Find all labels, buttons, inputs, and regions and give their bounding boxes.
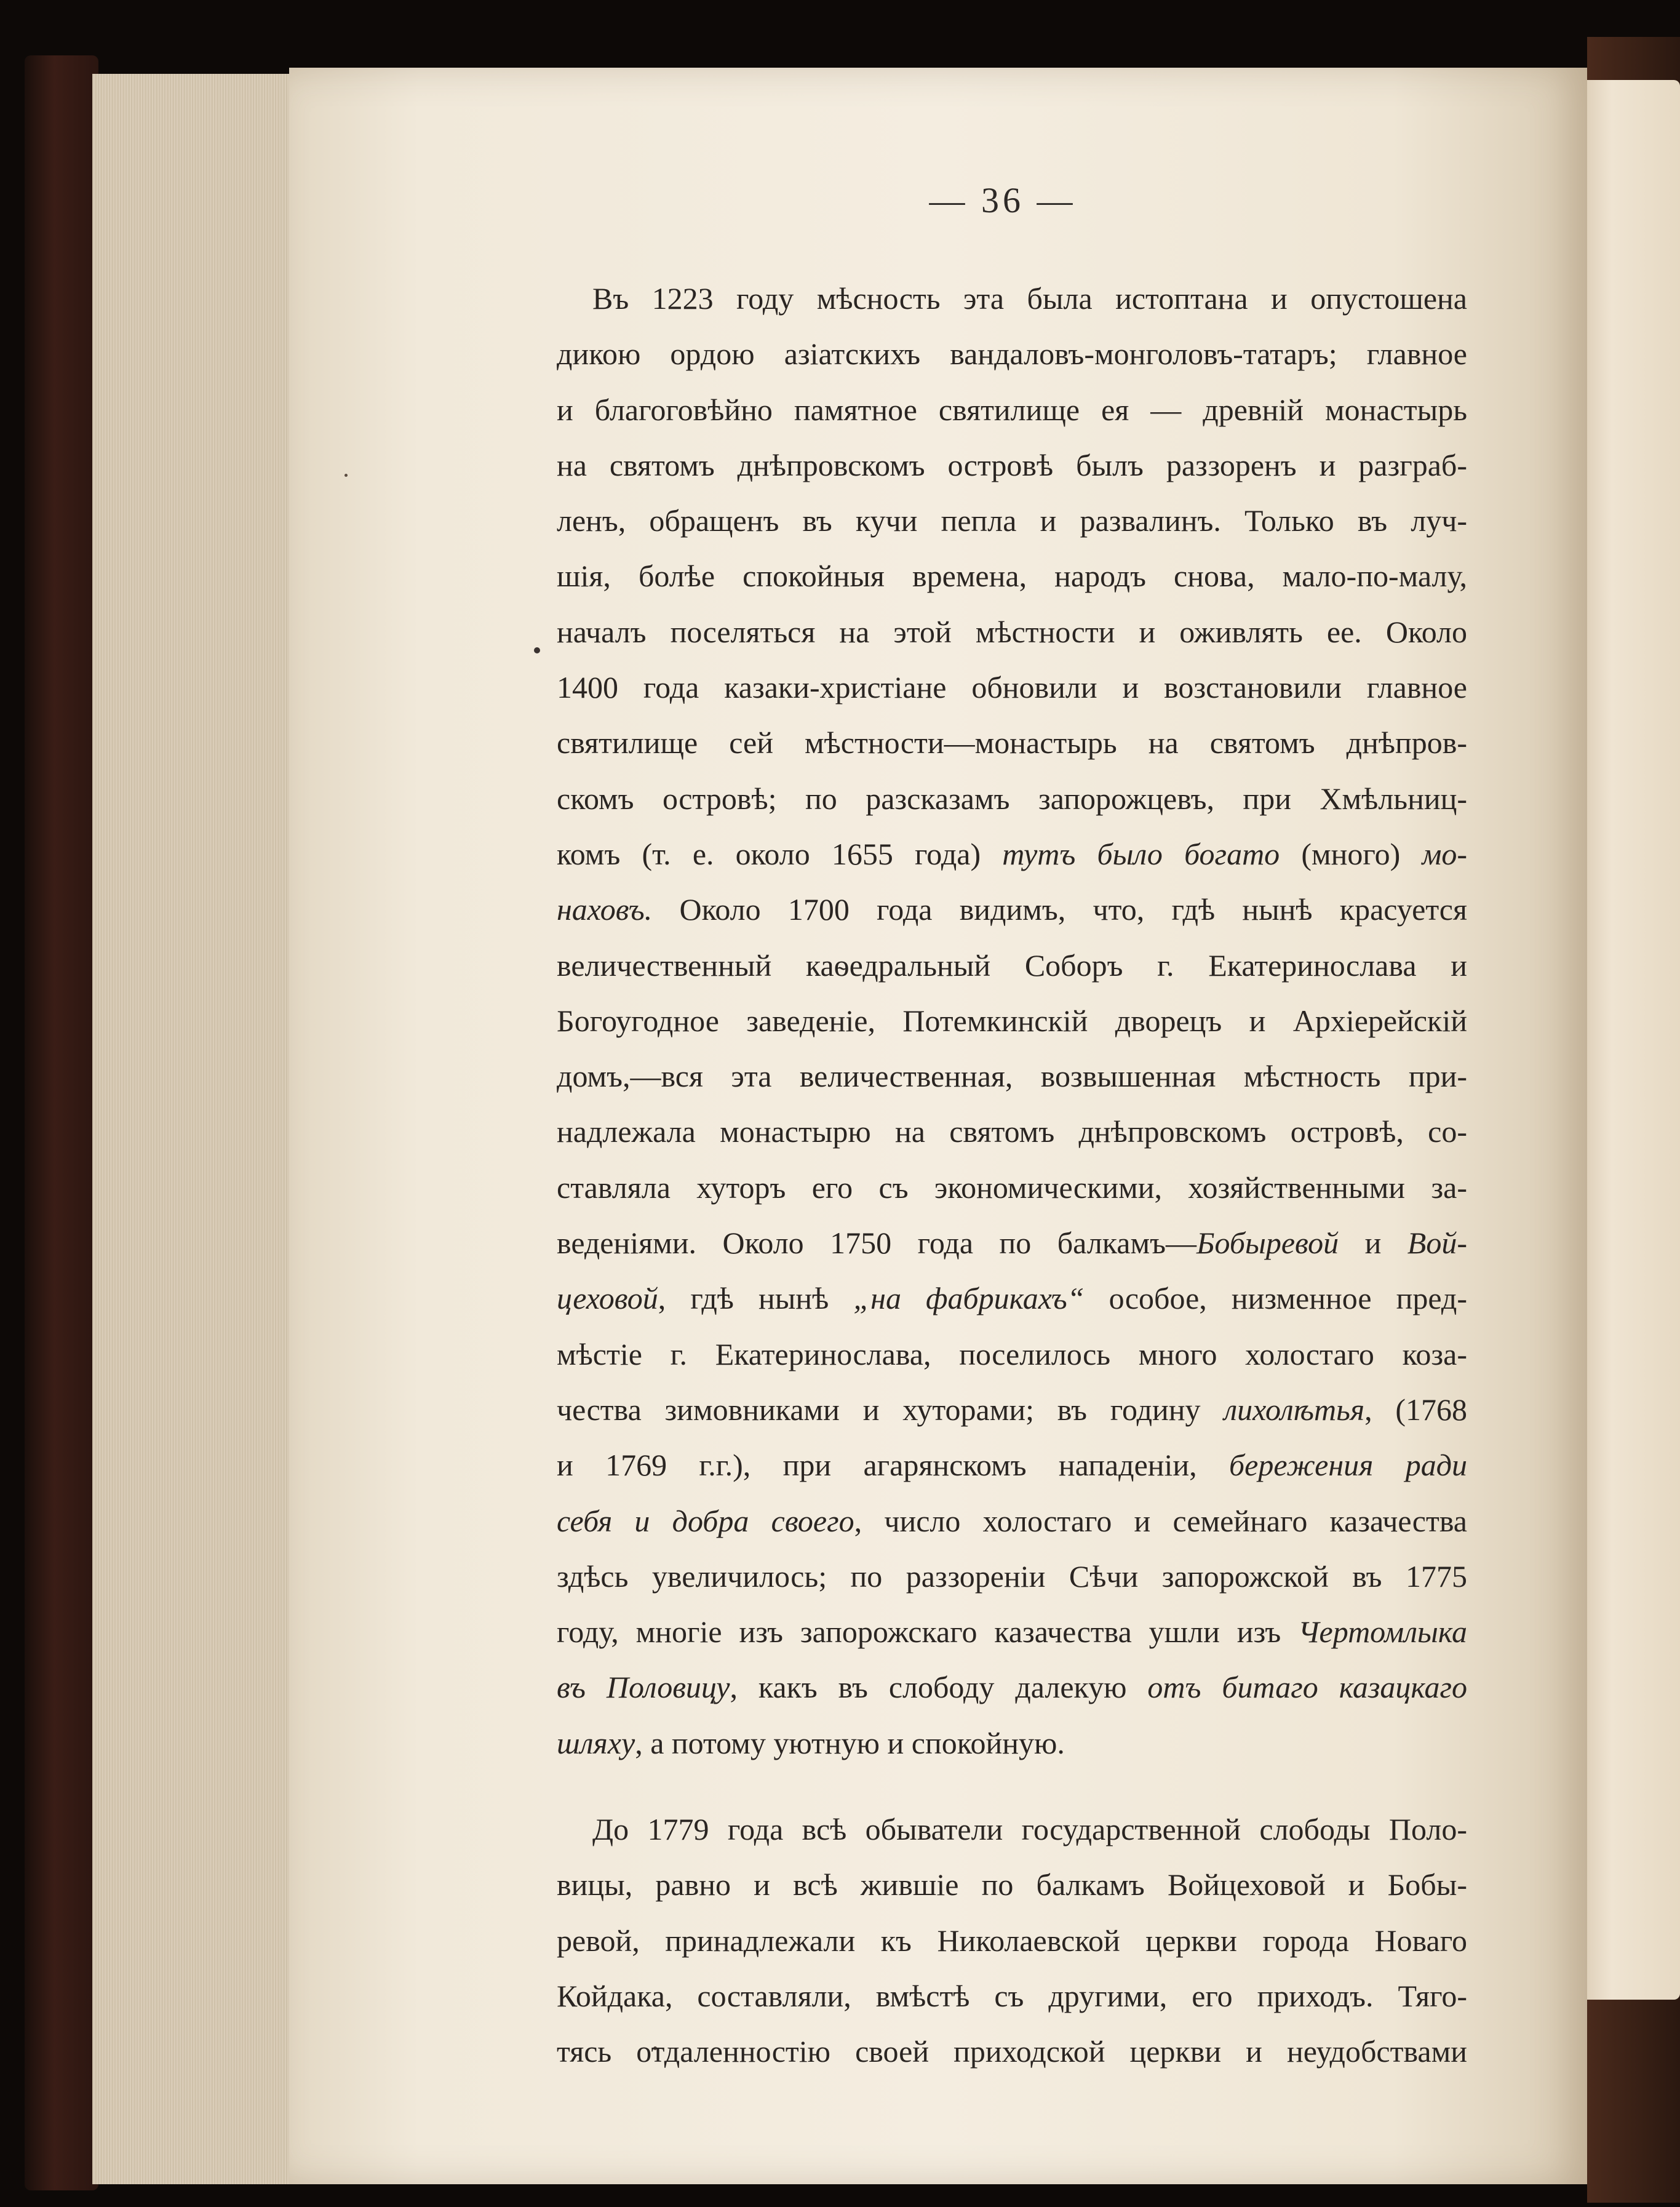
next-page-edge [1575, 80, 1680, 2000]
text-line: тясь отдаленностію своей приходской церкви и неудобствами [557, 2034, 1467, 2069]
text-line: и 1769 г.г.), при агарянскомъ нападеніи, бережения ради [557, 1448, 1468, 1483]
text-line: здѣсь увеличилось; по раззореніи Сѣчи запорожской въ 1775 [557, 1558, 1467, 1594]
text-line: дикою ордою азіатскихъ вандаловъ-монголовъ-татаръ; главное [557, 337, 1467, 372]
text-line: величественный каѳедральный Соборъ г. Екатеринослава и [557, 948, 1467, 983]
text-line: на святомъ днѣпровскомъ островѣ былъ раззоренъ и разграб- [557, 447, 1467, 482]
paper-speck [344, 474, 348, 477]
text-line: началъ поселяться на этой мѣстности и оживлять ее. Около [557, 614, 1467, 649]
text-line: шляху, а потому уютную и спокойную. [557, 1725, 1065, 1760]
paragraph-gap [557, 1771, 1467, 1802]
text-line: Богоугодное заведеніе, Потемкинскій дворецъ и Архіерейскій [557, 1003, 1467, 1038]
text-line: мѣстіе г. Екатеринослава, поселилось много холостаго коза- [557, 1336, 1467, 1371]
page-stack-edge [92, 74, 301, 2184]
page-number: — 36 — [929, 180, 1077, 220]
margin-mark [534, 647, 540, 653]
text-line: веденіями. Около 1750 года по балкамъ—Бобыревой и Вой- [557, 1226, 1467, 1261]
book-cover-left [25, 55, 98, 2190]
text-line: себя и добра своего, число холостаго и семейнаго казачества [557, 1503, 1467, 1538]
text-line: шія, болѣе спокойныя времена, народъ снова, мало-по-малу, [557, 559, 1467, 594]
text-line: въ Половицу, какъ въ слободу далекую отъ битаго казацкаго [557, 1670, 1467, 1705]
text-line: году, многіе изъ запорожскаго казачества ушли изъ Чертомлыка [557, 1614, 1467, 1650]
text-line: чества зимовниками и хуторами; въ годину лихолѣтья, (1768 [557, 1392, 1467, 1427]
text-line: наховъ. Около 1700 года видимъ, что, гдѣ нынѣ красуется [557, 892, 1467, 927]
text-line: 1400 года казаки-христіане обновили и возстановили главное [557, 670, 1467, 705]
text-line: комъ (т. е. около 1655 года) тутъ было богато (много) мо- [557, 836, 1467, 871]
text-line: ленъ, обращенъ въ кучи пепла и развалинъ. Только въ луч- [557, 503, 1467, 538]
text-line: вицы, равно и всѣ жившіе по балкамъ Войцеховой и Бобы- [557, 1867, 1467, 1902]
text-line: цеховой, гдѣ нынѣ „на фабрикахъ“ особое, низменное пред- [557, 1281, 1467, 1316]
text-line: До 1779 года всѣ обыватели государственной слободы Поло- [592, 1812, 1467, 1847]
text-line: ревой, принадлежали къ Николаевской церкви города Новаго [557, 1923, 1467, 1958]
text-line: святилище сей мѣстности—монастырь на святомъ днѣпров- [557, 725, 1467, 760]
text-line: надлежала монастырю на святомъ днѣпровскомъ островѣ, со- [557, 1114, 1467, 1149]
text-line: скомъ островѣ; по разсказамъ запорожцевъ, при Хмѣльниц- [557, 781, 1467, 816]
text-line: Въ 1223 году мѣсность эта была истоптана и опустошена [592, 281, 1467, 316]
text-line: домъ,—вся эта величественная, возвышенная мѣстность при- [557, 1059, 1467, 1094]
text-line: ставляла хуторъ его съ экономическими, хозяйственными за- [557, 1170, 1467, 1205]
text-line: Койдака, составляли, вмѣстѣ съ другими, его приходъ. Тяго- [557, 1978, 1467, 2013]
body-text [557, 271, 1467, 2080]
text-line: и благоговѣйно памятное святилище ея — древній монастырь [557, 392, 1467, 427]
